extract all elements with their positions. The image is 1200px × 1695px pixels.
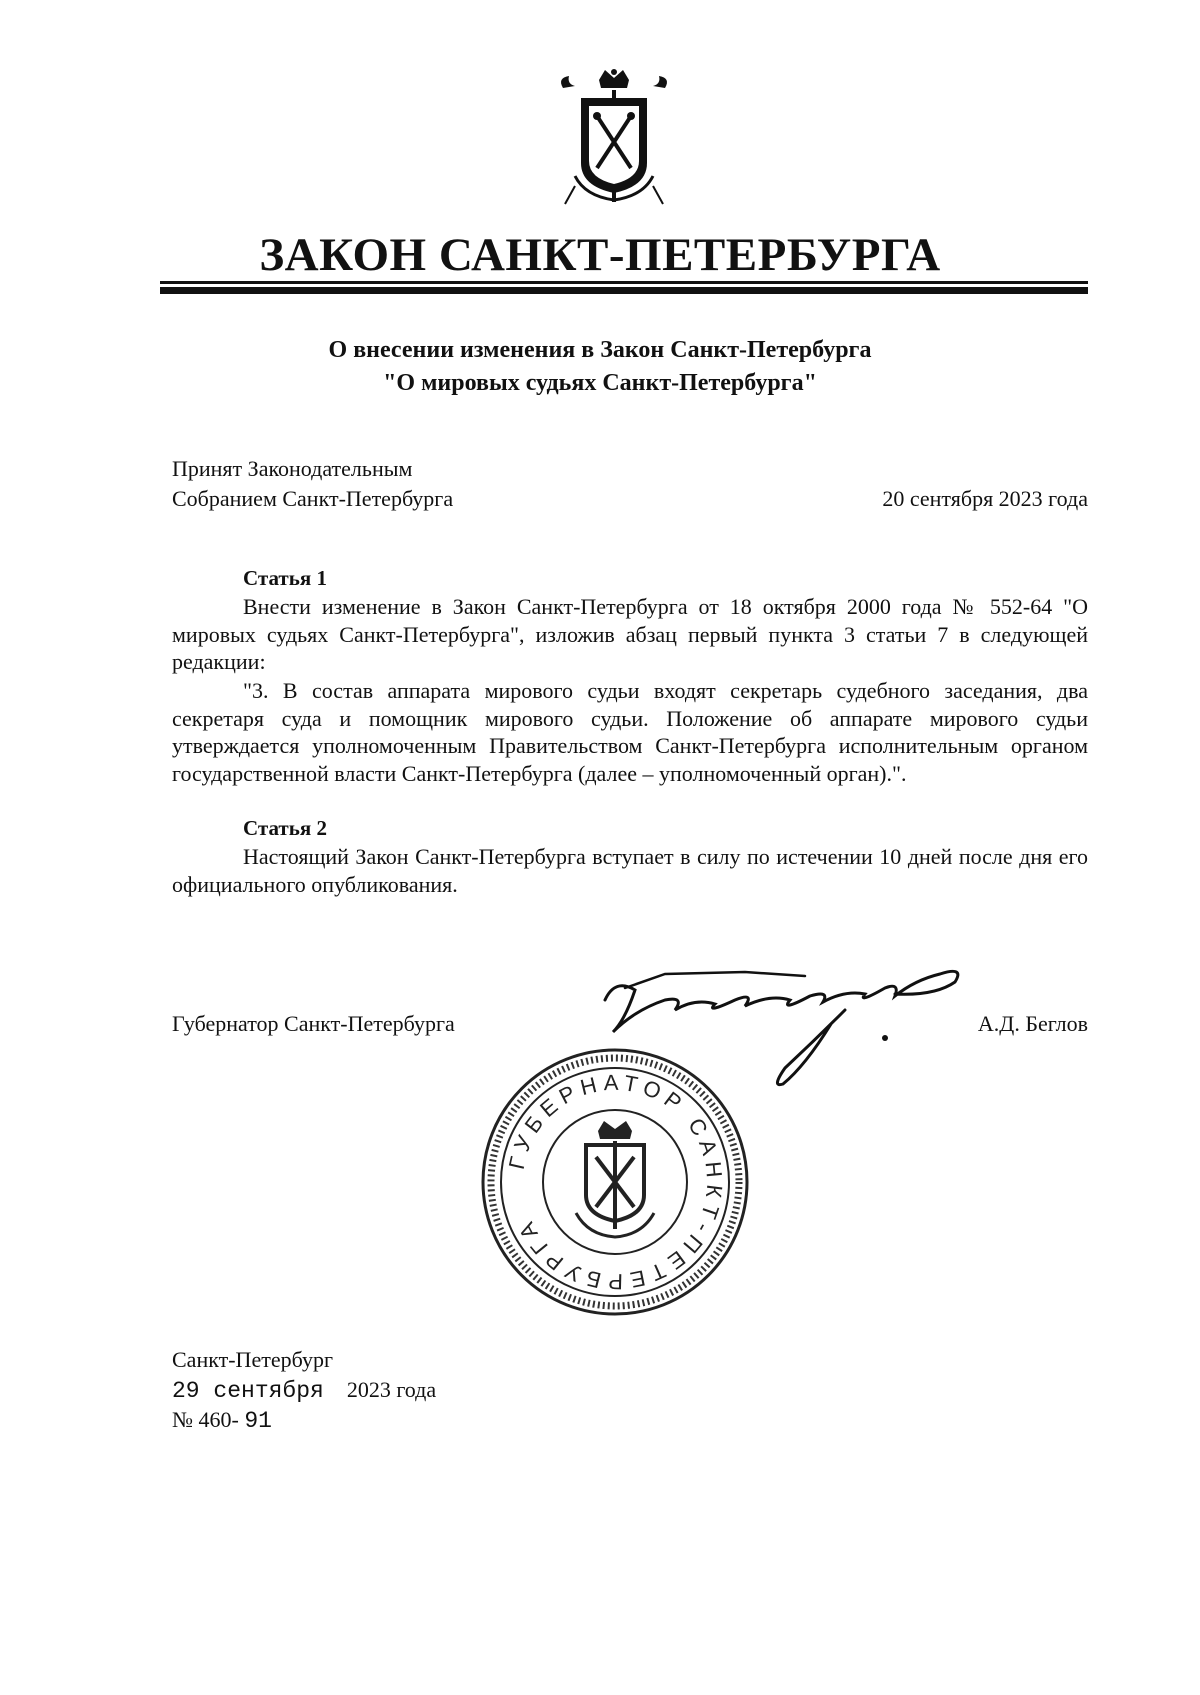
title-rule-thick xyxy=(160,287,1088,294)
seal-emblem-icon xyxy=(576,1121,654,1237)
article-1-heading: Статья 1 xyxy=(243,566,327,590)
registration-number-prefix: № 460- xyxy=(172,1407,239,1432)
article-2-paragraph-1: Настоящий Закон Санкт-Петербурга вступает в силу по истечении 10 дней после дня его официального опубликования. xyxy=(172,844,1088,897)
adoption-date: 20 сентября 2023 года xyxy=(882,486,1088,511)
seal-text: ГУБЕРНАТОР САНКТ-ПЕТЕРБУРГА xyxy=(503,1069,728,1295)
registration-city: Санкт-Петербург xyxy=(172,1347,333,1372)
registration-date-day: 29 сентября xyxy=(172,1378,324,1404)
article-2-heading: Статья 2 xyxy=(243,816,327,840)
signatory-name: А.Д. Беглов xyxy=(977,1011,1088,1036)
article-1-paragraph-1: Внести изменение в Закон Санкт-Петербурга от 18 октября 2000 года № 552-64 "О мировых судьях Санкт-Петербурга", изложив абзац первый пункта 3 статьи 7 в следующей редакции: xyxy=(172,594,1088,674)
article-1-paragraph-2: "3. В состав аппарата мирового судьи входят секретарь судебного заседания, два секретаря суда и помощник мирового судьи. Положение об аппарате мирового судьи утверждается уполномоченным Правительством Санкт-Петербурга исполнительным органом государственной власти Санкт-Петербурга (далее – уполномоченный орган).". xyxy=(172,678,1088,786)
document-subtitle xyxy=(0,334,1200,400)
spb-coat-of-arms-icon xyxy=(555,68,673,208)
signatory-position: Губернатор Санкт-Петербурга xyxy=(172,1011,455,1036)
registration-number-value: 91 xyxy=(244,1408,272,1434)
adoption-info xyxy=(172,454,453,514)
registration-date xyxy=(172,1375,436,1406)
adoption-line-2: Собранием Санкт-Петербурга xyxy=(172,486,454,511)
adoption-line-1: Принят Законодательным xyxy=(172,456,413,481)
handwritten-signature xyxy=(595,960,1025,1100)
registration-date-year: 2023 года xyxy=(346,1377,437,1402)
registration-number xyxy=(172,1405,272,1436)
title-rule-thin xyxy=(160,281,1088,284)
subtitle-line-2: "О мировых судьях Санкт-Петербурга" xyxy=(383,370,817,396)
document-title: ЗАКОН САНКТ-ПЕТЕРБУРГА xyxy=(259,229,941,281)
subtitle-line-1: О внесении изменения в Закон Санкт-Петербурга xyxy=(328,337,872,363)
